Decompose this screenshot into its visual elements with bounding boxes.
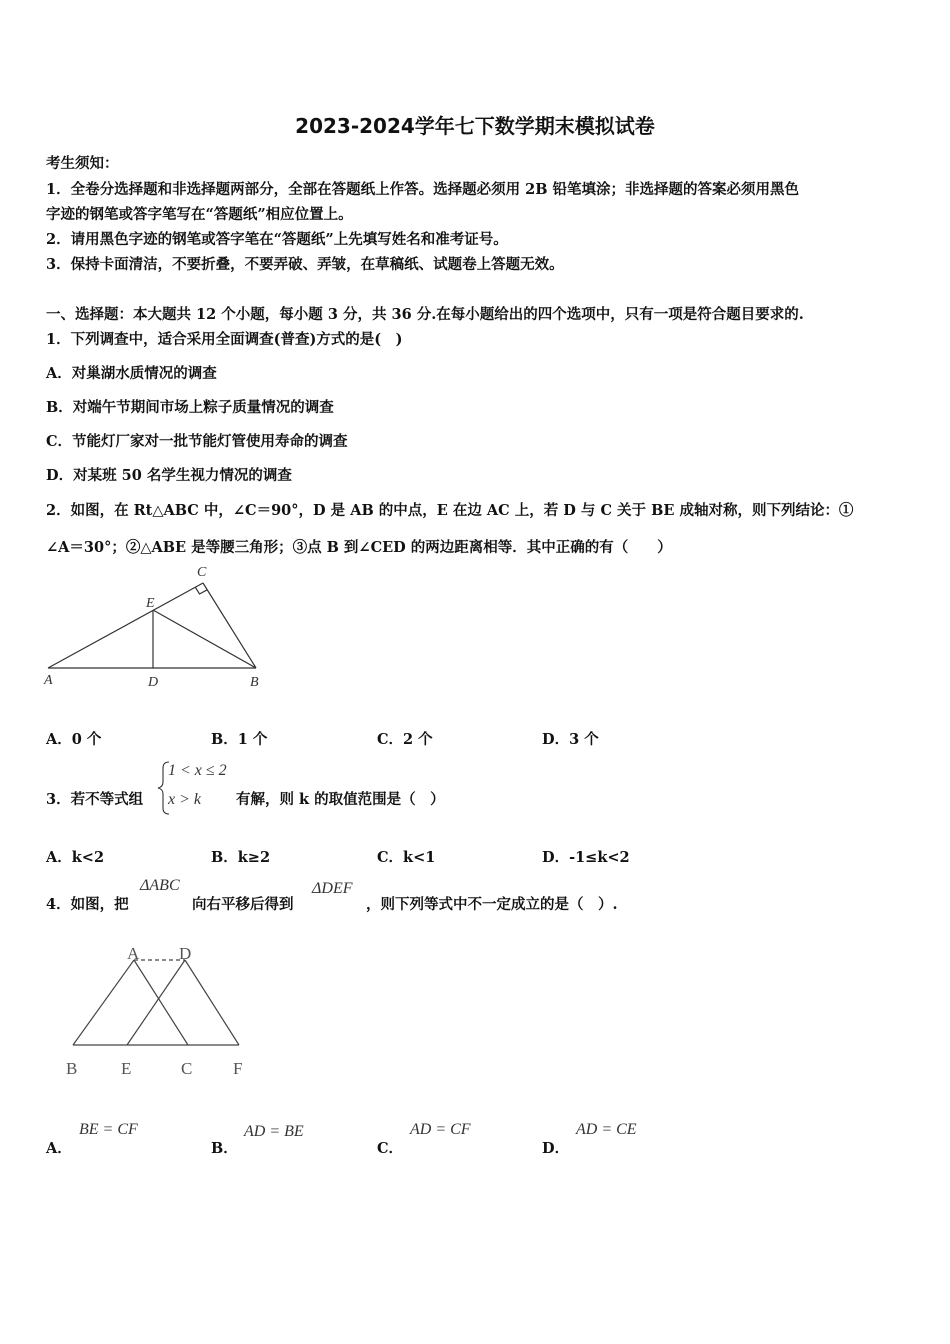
q4-option-d-label: D． xyxy=(542,1140,570,1157)
q4-label-e: E xyxy=(121,1059,132,1078)
section-heading: 一、选择题：本大题共 12 个小题，每小题 3 分，共 36 分.在每小题给出的四个选项中，只有一项是符合题目要求的. xyxy=(46,306,804,323)
q4-option-c-label: C． xyxy=(377,1140,404,1157)
q2-label-e: E xyxy=(146,596,155,611)
q1-option-d: D．对某班 50 名学生视力情况的调查 xyxy=(46,467,292,484)
q4-option-b-label: B． xyxy=(211,1140,238,1157)
page-title: 2023-2024学年七下数学期末模拟试卷 xyxy=(295,114,655,138)
q2-line-eb xyxy=(153,610,256,668)
q4-label-f: F xyxy=(233,1059,243,1078)
q2-label-b: B xyxy=(250,675,259,690)
q2-stem-1: 2．如图，在 Rt△ABC 中，∠C＝90°，D 是 AB 的中点，E 在边 AC 上，若 D 与 C 关于 BE 成轴对称，则下列结论：① xyxy=(46,502,854,519)
q2-option-b: B．1 个 xyxy=(211,731,268,748)
q2-right-angle-mark xyxy=(195,587,207,594)
q4-option-d-expr: AD = CE xyxy=(576,1121,637,1138)
q2-label-c: C xyxy=(197,565,207,580)
q3-suffix: 有解，则 k 的取值范围是（ ） xyxy=(236,791,445,808)
notice-line-2: 2．请用黑色字迹的钢笔或答字笔在“答题纸”上先填写姓名和准考证号。 xyxy=(46,231,508,248)
q3-inequality-1: 1 < x ≤ 2 xyxy=(168,762,227,779)
q3-option-a: A．k<2 xyxy=(46,849,105,866)
q2-stem-2: ∠A＝30°；②△ABE 是等腰三角形；③点 B 到∠CED 的两边距离相等．其中正确的有（ ） xyxy=(46,539,672,556)
q4-figure-translation xyxy=(55,935,260,1085)
q3-option-b: B．k≥2 xyxy=(211,849,271,866)
q4-triangle-def: ΔDEF xyxy=(312,880,353,897)
notice-line-1a: 1．全卷分选择题和非选择题两部分，全部在答题纸上作答。选择题必须用 2B 铅笔填涂；非选择题的答案必须用黑色 xyxy=(46,181,800,198)
notice-line-1b: 字迹的钢笔或答字笔写在“答题纸”相应位置上。 xyxy=(46,206,353,223)
q4-label-d: D xyxy=(179,944,192,963)
notice-line-3: 3．保持卡面清洁，不要折叠，不要弄破、弄皱，在草稿纸、试题卷上答题无效。 xyxy=(46,256,564,273)
q1-option-a: A．对巢湖水质情况的调查 xyxy=(46,365,217,382)
q4-line-de xyxy=(127,960,185,1045)
q1-option-b: B．对端午节期间市场上粽子质量情况的调查 xyxy=(46,399,334,416)
q2-line-cb xyxy=(203,583,256,668)
q4-option-a-label: A． xyxy=(46,1140,72,1157)
q3-option-d: D．-1≤k<2 xyxy=(542,849,630,866)
q4-label-a: A xyxy=(127,944,140,963)
q4-prefix: 4．如图，把 xyxy=(46,896,129,913)
q4-option-a-expr: BE = CF xyxy=(79,1121,138,1138)
q1-stem: 1．下列调查中，适合采用全面调查(普查)方式的是( ) xyxy=(46,331,403,348)
q2-option-c: C．2 个 xyxy=(377,731,433,748)
q4-mid-text: 向右平移后得到 xyxy=(192,896,294,913)
q4-label-c: C xyxy=(181,1059,193,1078)
q3-option-c: C．k<1 xyxy=(377,849,436,866)
q3-prefix: 3．若不等式组 xyxy=(46,791,144,808)
q4-line-df xyxy=(185,960,239,1045)
q2-option-d: D．3 个 xyxy=(542,731,599,748)
q2-option-a: A．0 个 xyxy=(46,731,102,748)
q2-figure-triangle xyxy=(40,560,270,695)
q2-label-a: A xyxy=(44,673,53,688)
q4-line-ac xyxy=(134,960,188,1045)
q4-line-ab xyxy=(73,960,134,1045)
q4-option-b-expr: AD = BE xyxy=(244,1123,304,1140)
q4-option-c-expr: AD = CF xyxy=(410,1121,471,1138)
q2-label-d: D xyxy=(148,675,159,690)
q4-triangle-abc: ΔABC xyxy=(140,877,180,894)
q1-option-c: C．节能灯厂家对一批节能灯管使用寿命的调查 xyxy=(46,433,348,450)
q3-inequality-2: x > k xyxy=(168,791,201,808)
notice-heading: 考生须知： xyxy=(46,155,119,172)
q4-label-b: B xyxy=(66,1059,78,1078)
q4-suffix: ，则下列等式中不一定成立的是（ ）. xyxy=(366,896,618,913)
